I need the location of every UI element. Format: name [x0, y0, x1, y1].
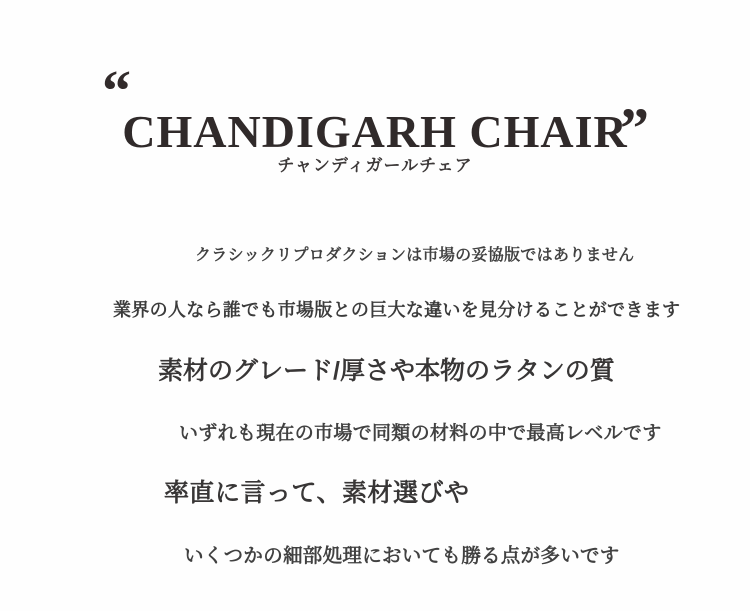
- body-line-3-emphasis: 素材のグレード/厚さや本物のラタンの質: [158, 357, 615, 385]
- body-line-1: クラシックリプロダクションは市場の妥協版ではありません: [195, 247, 635, 264]
- body-line-2: 業界の人なら誰でも市場版との巨大な違いを見分けることができます: [113, 300, 681, 320]
- close-quote-mark: ”: [620, 96, 649, 161]
- body-line-4: いずれも現在の市場で同類の材料の中で最高レベルです: [179, 423, 662, 444]
- page-title: CHANDIGARH CHAIR: [122, 105, 628, 157]
- body-line-6: いくつかの細部処理においても勝る点が多いです: [184, 545, 620, 567]
- page-subtitle: チャンディガールチェア: [277, 156, 473, 175]
- body-line-5-emphasis: 率直に言って、素材選びや: [164, 479, 470, 507]
- open-quote-mark: “: [102, 58, 131, 123]
